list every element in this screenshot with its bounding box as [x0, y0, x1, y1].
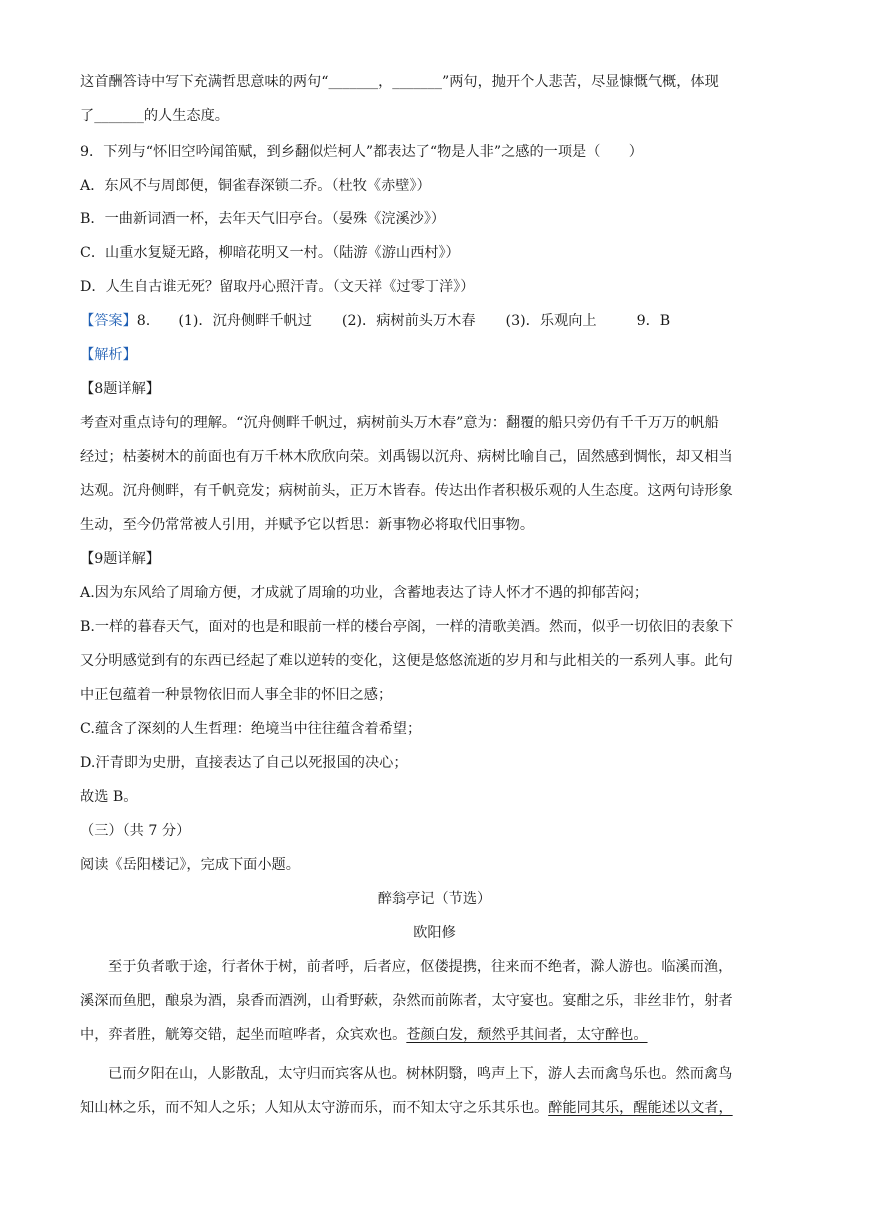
q9-detail-line-7: 故选 B。 [80, 789, 138, 805]
q8-detail-line-4: 生动，至今仍常常被人引用，并赋予它以哲思：新事物必将取代旧事物。 [80, 517, 535, 533]
q8-detail-line-3: 达观。沉舟侧畔，有千帆竞发；病树前头，正万木皆春。传达出作者积极乐观的人生态度。这两句诗形象 [80, 483, 733, 499]
answer-line [80, 311, 670, 331]
answer-label: 【答案】 [80, 313, 137, 329]
answer-q8-number: 8. [136, 313, 151, 329]
passage-p1-underlined-sentence: 苍颜白发，颓然乎其间者，太守醉也。 [406, 1027, 648, 1043]
q9-option-c: C．山重水复疑无路，柳暗花明又一村。（陆游《游山西村》） [80, 245, 460, 261]
passage-p1-line-3 [80, 1025, 648, 1045]
q9-option-a: A．东风不与周郎便，铜雀春深锁二乔。（杜牧《赤壁》） [80, 178, 431, 194]
section-heading: （三）（共 7 分） [80, 823, 191, 839]
q9-detail-line-2: B.一样的暮春天气，面对的也是和眼前一样的楼台亭阁，一样的清歌美酒。然而，似乎一切依旧的表象下 [80, 619, 734, 635]
passage-p2-underlined-sentence: 醉能同其乐，醒能述以文者， [548, 1100, 733, 1116]
passage-p1-line-1: 至于负者歌于途，行者休于树，前者呼，后者应，伛偻提携，往来而不绝者，滁人游也。临溪而渔， [108, 959, 733, 975]
passage-p2-line-1: 已而夕阳在山，人影散乱，太守归而宾客从也。树林阴翳，鸣声上下，游人去而禽鸟乐也。然而禽鸟 [108, 1066, 733, 1082]
q9-detail-line-3: 又分明感觉到有的东西已经起了难以逆转的变化，这便是悠悠流逝的岁月和与此相关的一系列人事。此句 [80, 653, 733, 669]
passage-p1-line-3-text: 中，弈者胜，觥筹交错，起坐而喧哗者，众宾欢也。 [80, 1027, 407, 1043]
q9-option-b: B．一曲新词酒一杯，去年天气旧亭台。（晏殊《浣溪沙》） [80, 211, 446, 227]
answer-q9: 9．B [636, 313, 671, 329]
passage-p2-line-2 [80, 1098, 733, 1118]
q8-intro-line-1: 这首酬答诗中写下充满哲思意味的两句“_______，_______”两句，抛开个人悲苦，尽显慷慨气概，体现 [80, 74, 719, 90]
section-instruction: 阅读《岳阳楼记》，完成下面小题。 [80, 857, 300, 873]
q9-option-d: D．人生自古谁无死？留取丹心照汗青。（文天祥《过零丁洋》） [80, 279, 475, 295]
analysis-label: 【解析】 [80, 347, 137, 363]
q9-detail-line-6: D.汗青即为史册，直接表达了自己以死报国的决心； [80, 755, 408, 771]
q9-detail-line-1: A.因为东风给了周瑜方便，才成就了周瑜的功业，含蓄地表达了诗人怀才不遇的抑郁苦闷； [80, 585, 649, 601]
q8-detail-label: 【8题详解】 [80, 381, 160, 397]
q9-detail-line-4: 中正包蕴着一种景物依旧而人事全非的怀旧之感； [80, 687, 393, 703]
passage-author: 欧阳修 [413, 925, 456, 941]
passage-p2-line-2-text: 知山林之乐，而不知人之乐；人知从太守游而乐，而不知太守之乐其乐也。 [80, 1100, 549, 1116]
passage-p1-line-2: 溪深而鱼肥，酿泉为酒，泉香而酒洌，山肴野蔌，杂然而前陈者，太守宴也。宴酣之乐，非丝非竹，射者 [80, 993, 733, 1009]
answer-q8-3: (3)．乐观向上 [505, 313, 597, 329]
answer-q8-1: (1)．沉舟侧畔千帆过 [178, 313, 312, 329]
answer-q8-2: (2)．病树前头万木春 [341, 313, 476, 329]
q8-detail-line-2: 经过；枯萎树木的前面也有万千林木欣欣向荣。刘禹锡以沉舟、病树比喻自己，固然感到惆怅，却又相当 [80, 449, 733, 465]
q8-intro-line-2: 了_______的人生态度。 [80, 108, 229, 124]
passage-title: 醉翁亭记（节选） [377, 891, 492, 907]
q9-detail-label: 【9题详解】 [80, 551, 160, 567]
q9-detail-line-5: C.蕴含了深刻的人生哲理：绝境当中往往蕴含着希望； [80, 721, 422, 737]
q8-detail-line-1: 考查对重点诗句的理解。“沉舟侧畔千帆过，病树前头万木春”意为：翻覆的船只旁仍有千千万万的帆船 [80, 415, 719, 431]
q9-stem: 9．下列与“怀旧空吟闻笛赋，到乡翻似烂柯人”都表达了“物是人非”之感的一项是（ ） [80, 144, 643, 160]
